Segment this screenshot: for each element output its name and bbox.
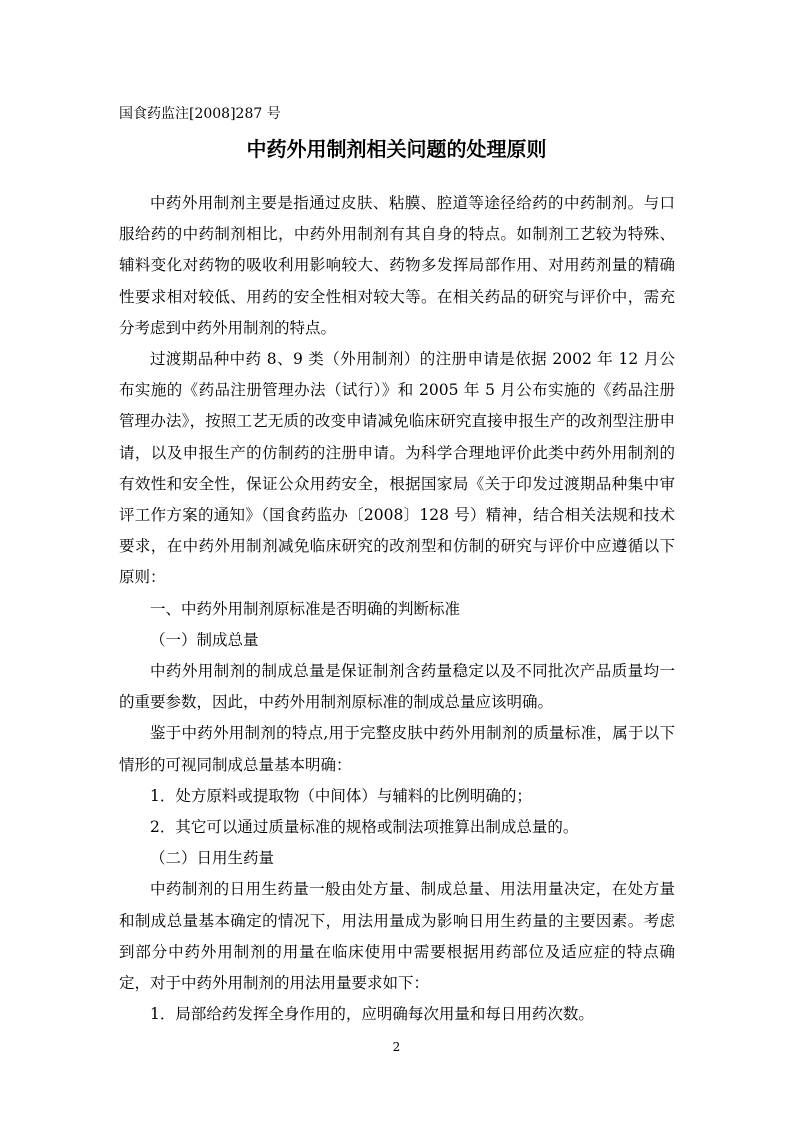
total-amount-paragraph: 中药外用制剂的制成总量是保证制剂含药量稳定以及不同批次产品质量均一的重要参数，因此，中药外用制剂原标准的制成总量应该明确。 (119, 662, 675, 712)
page-number: 2 (392, 1040, 401, 1054)
background-paragraph: 过渡期品种中药 8、9 类（外用制剂）的注册申请是依据 2002 年 12 月公布实施的《药品注册管理办法（试行）》和 2005 年 5 月公布实施的《药品注册管理办法》，按照工艺无质的改变申请减免临床研究直接申报生产的改剂型注册申请，以及申报生产的仿制药的注册申请。为科学合理地评价此类中药外用制剂的有效性和安全性，保证公众用药安全，根据国家局《关于印发过渡期品种集中审评工作方案的通知》（国食药监办〔2008〕128 号）精神，结合相关法规和技术要求，在中药外用制剂减免临床研究的改剂型和仿制的研究与评价中应遵循以下原则： (119, 350, 675, 587)
skin-standard-paragraph: 鉴于中药外用制剂的特点,用于完整皮肤中药外用制剂的质量标准，属于以下情形的可视同制成总量基本明确： (119, 724, 675, 774)
list-item-2: 2．其它可以通过质量标准的规格或制法项推算出制成总量的。 (150, 818, 579, 837)
subsection-heading-1: （一）制成总量 (150, 630, 259, 649)
section-heading-1: 一、中药外用制剂原标准是否明确的判断标准 (150, 599, 461, 618)
document-number: 国食药监注[2008]287 号 (119, 106, 281, 122)
daily-dose-paragraph: 中药制剂的日用生药量一般由处方量、制成总量、用法用量决定，在处方量和制成总量基本确定的情况下，用法用量成为影响日用生药量的主要因素。考虑到部分中药外用制剂的用量在临床使用中需要根据用药部位及适应症的特点确定，对于中药外用制剂的用法用量要求如下： (119, 880, 675, 993)
subsection-heading-2: （二）日用生药量 (150, 849, 275, 868)
intro-paragraph: 中药外用制剂主要是指通过皮肤、粘膜、腔道等途径给药的中药制剂。与口服给药的中药制剂相比，中药外用制剂有其自身的特点。如制剂工艺较为特殊、辅料变化对药物的吸收利用影响较大、药物多发挥局部作用、对用药剂量的精确性要求相对较低、用药的安全性相对较大等。在相关药品的研究与评价中，需充分考虑到中药外用制剂的特点。 (119, 194, 675, 337)
list-item-1: 1．处方原料或提取物（中间体）与辅料的比例明确的； (150, 786, 532, 805)
list-item-3: 1．局部给药发挥全身作用的，应明确每次用量和每日用药次数。 (150, 1005, 594, 1024)
document-title: 中药外用制剂相关问题的处理原则 (246, 137, 547, 161)
document-body (119, 188, 675, 1030)
